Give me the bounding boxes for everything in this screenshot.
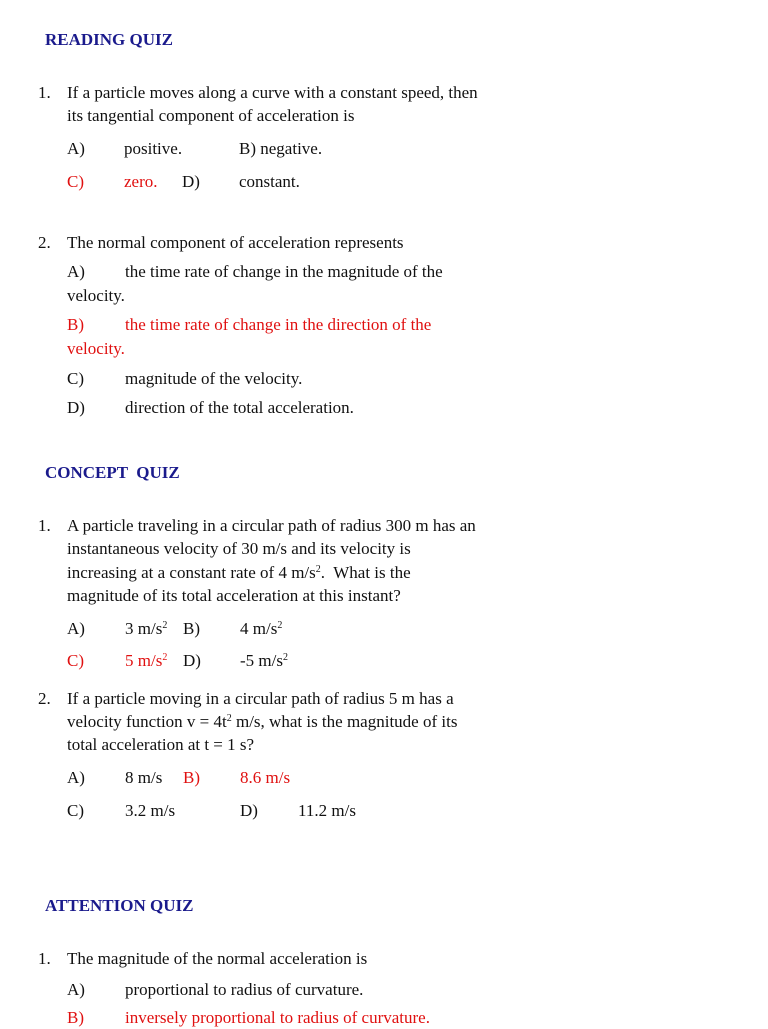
concept-q1-option-d-text: -5 $m/s^2$: [240, 651, 288, 670]
reading-q2-option-a-letter: A): [67, 262, 85, 281]
attention-quiz-heading: ATTENTION QUIZ: [45, 896, 194, 915]
reading-q1-number: 1.: [38, 83, 51, 102]
reading-q1-option-a-letter: A): [67, 139, 85, 158]
reading-q1-option-d-text: constant.: [239, 172, 300, 191]
reading-q1-option-d-letter: D): [182, 172, 200, 191]
concept-q2-option-a-letter: A): [67, 768, 85, 787]
concept-q2-option-b-text: 8.6 m/s: [240, 768, 291, 787]
concept-quiz-heading: CONCEPT QUIZ: [45, 463, 180, 482]
concept-q2-option-d-text: 11.2 m/s: [298, 801, 356, 820]
reading-q2-option-a-line2: velocity.: [67, 286, 125, 305]
reading-q1-option-b: B) negative.: [239, 139, 323, 158]
reading-q2-option-b-line2: velocity.: [67, 339, 125, 358]
reading-q1-option-c-letter: C): [67, 172, 84, 191]
reading-q1-text-line2: its tangential component of acceleration is: [67, 106, 355, 125]
concept-q1-option-c-text: 5 $m/s^2$: [125, 651, 168, 670]
reading-q2-option-b-line1: the time rate of change in the direction of the: [125, 315, 432, 334]
concept-q1-option-a-letter: A): [67, 619, 85, 638]
concept-q2-number: 2.: [38, 689, 51, 708]
reading-q2-option-d-text: direction of the total acceleration.: [125, 398, 354, 417]
attention-q1-option-b-text: inversely proportional to radius of curvature.: [125, 1008, 430, 1027]
concept-q1-text-line4: magnitude of its total acceleration at this instant?: [67, 586, 401, 605]
concept-q2-option-d-letter: D): [240, 801, 258, 820]
reading-quiz-heading: READING QUIZ: [45, 30, 173, 49]
reading-q2-option-c-text: magnitude of the velocity.: [125, 369, 303, 388]
concept-q1-text-line3: increasing at a constant rate of 4 $m/s^2$. What is the: [67, 563, 411, 582]
concept-q1-text-line1: A particle traveling in a circular path of radius 300 m has an: [67, 516, 476, 535]
concept-q1-option-a-text: 3 $m/s^2$: [125, 619, 168, 638]
concept-q1-option-c-letter: C): [67, 651, 84, 670]
reading-q2-option-a-line1: the time rate of change in the magnitude of the: [125, 262, 443, 281]
attention-q1-text: The magnitude of the normal acceleration is: [67, 949, 368, 968]
concept-q2-text-line2: velocity function $v = 4t^2$ m/s, what is the magnitude of its: [67, 712, 458, 731]
concept-q2-text-line3: total acceleration at t = 1 s?: [67, 735, 255, 754]
concept-q2-option-c-text: 3.2 m/s: [125, 801, 176, 820]
concept-q1-option-b-text: 4 $m/s^2$: [240, 619, 283, 638]
attention-q1-option-a-text: proportional to radius of curvature.: [125, 980, 364, 999]
reading-q2-option-c-letter: C): [67, 369, 84, 388]
reading-q2-option-b-letter: B): [67, 315, 84, 334]
concept-q1-option-d-letter: D): [183, 651, 201, 670]
reading-q2-number: 2.: [38, 233, 51, 252]
concept-q2-option-b-letter: B): [183, 768, 200, 787]
attention-q1-option-a-letter: A): [67, 980, 85, 999]
reading-q2-option-d-letter: D): [67, 398, 85, 417]
concept-q1-number: 1.: [38, 516, 51, 535]
concept-q2-text-line1: If a particle moving in a circular path of radius 5 m has a: [67, 689, 454, 708]
reading-q1-option-a-text: positive.: [124, 139, 183, 158]
reading-q2-text: The normal component of acceleration represents: [67, 233, 404, 252]
reading-q1-text-line1: If a particle moves along a curve with a constant speed, then: [67, 83, 478, 102]
concept-q1-option-b-letter: B): [183, 619, 200, 638]
reading-q1-option-c-text: zero.: [124, 172, 158, 191]
concept-q1-text-line2: instantaneous velocity of 30 m/s and its velocity is: [67, 539, 411, 558]
attention-q1-option-b-letter: B): [67, 1008, 84, 1027]
attention-q1-number: 1.: [38, 949, 51, 968]
concept-q2-option-c-letter: C): [67, 801, 84, 820]
concept-q2-option-a-text: 8 m/s: [125, 768, 163, 787]
